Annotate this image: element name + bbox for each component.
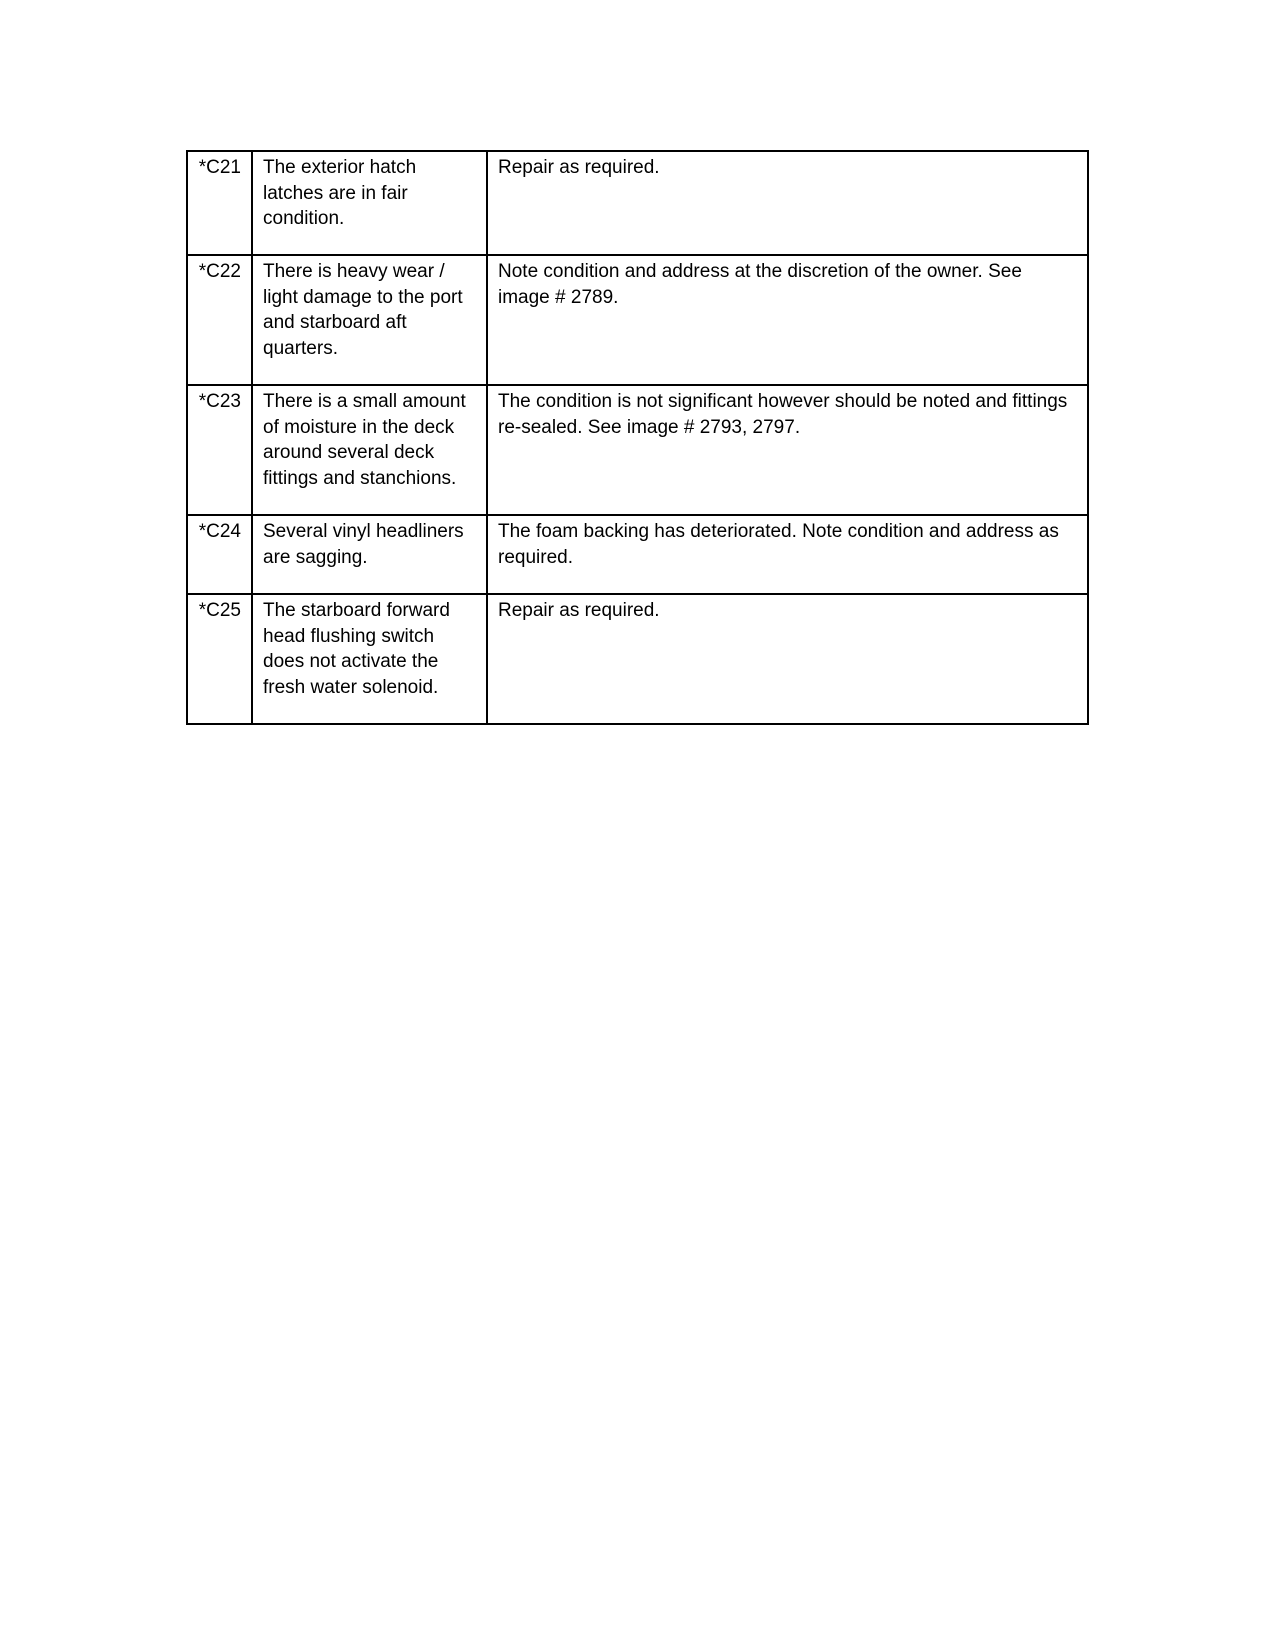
table-row — [187, 594, 1088, 724]
recommendation-cell — [487, 515, 1088, 594]
recommendation-cell — [487, 151, 1088, 255]
findings-table — [186, 150, 1089, 725]
finding-id: *C23 — [198, 391, 241, 412]
table-row — [187, 385, 1088, 515]
finding-description-cell — [252, 151, 487, 255]
finding-id: *C21 — [198, 157, 241, 178]
finding-description-cell — [252, 255, 487, 385]
finding-id: *C24 — [198, 521, 241, 542]
finding-id-cell — [187, 515, 252, 594]
finding-description: The starboard forward head flushing switch does not activate the fresh water solenoid. — [263, 600, 450, 698]
findings-table-body — [187, 151, 1088, 724]
recommendation-text: The condition is not significant however should be noted and fittings re-sealed. See image # 2793, 2797. — [498, 391, 1068, 438]
table-row — [187, 151, 1088, 255]
recommendation-cell — [487, 255, 1088, 385]
finding-description: The exterior hatch latches are in fair condition. — [263, 157, 417, 229]
finding-id-cell — [187, 255, 252, 385]
finding-id-cell — [187, 385, 252, 515]
finding-id-cell — [187, 151, 252, 255]
finding-id-cell — [187, 594, 252, 724]
table-row — [187, 255, 1088, 385]
finding-description: Several vinyl headliners are sagging. — [263, 521, 464, 568]
finding-id: *C25 — [198, 600, 241, 621]
recommendation-cell — [487, 385, 1088, 515]
finding-description-cell — [252, 385, 487, 515]
recommendation-text: Repair as required. — [498, 600, 660, 621]
recommendation-text: Note condition and address at the discretion of the owner. See image # 2789. — [498, 261, 1022, 308]
recommendation-cell — [487, 594, 1088, 724]
finding-description-cell — [252, 594, 487, 724]
finding-id: *C22 — [198, 261, 241, 282]
table-row — [187, 515, 1088, 594]
recommendation-text: The foam backing has deteriorated. Note condition and address as required. — [498, 521, 1059, 568]
finding-description-cell — [252, 515, 487, 594]
finding-description: There is heavy wear / light damage to the port and starboard aft quarters. — [263, 261, 463, 359]
recommendation-text: Repair as required. — [498, 157, 660, 178]
finding-description: There is a small amount of moisture in the deck around several deck fittings and stanchions. — [263, 391, 466, 489]
